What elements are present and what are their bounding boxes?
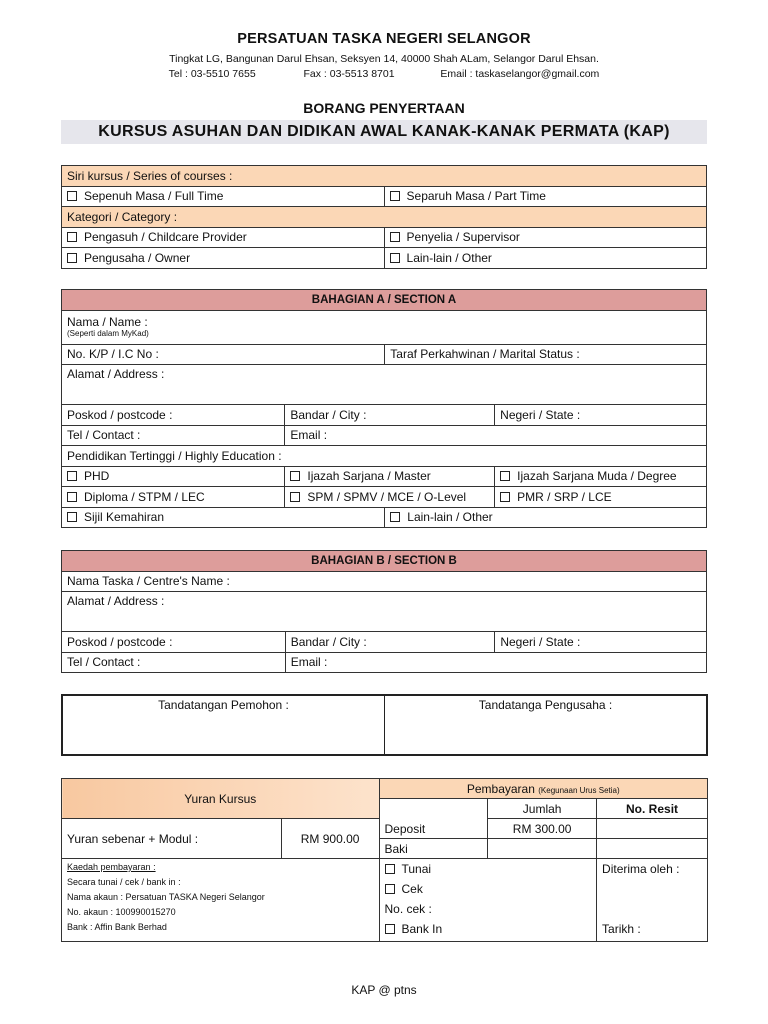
centre-email-field[interactable]	[285, 652, 706, 673]
owner-signature-field[interactable]	[384, 696, 706, 754]
option-degree[interactable]	[495, 466, 707, 487]
account-name: Nama akaun : Persatuan TASKA Negeri Selangor	[67, 892, 265, 902]
deposit-amount: RM 300.00	[488, 819, 597, 839]
section-b-title: BAHAGIAN B / SECTION B	[62, 551, 707, 572]
checkbox-skill-cert[interactable]	[67, 512, 77, 522]
ic-field[interactable]	[62, 344, 385, 365]
name-note: (Seperti dalam MyKad)	[67, 329, 149, 338]
name-field[interactable]	[62, 310, 707, 344]
option-cash[interactable]	[385, 859, 592, 879]
form-title: BORANG PENYERTAAN	[303, 100, 465, 116]
bank-in-label: Bank In	[401, 922, 443, 936]
address-field[interactable]	[62, 365, 707, 405]
other-category-label: Lain-lain / Other	[406, 250, 492, 265]
payment-header-label: Pembayaran	[466, 781, 535, 796]
checkbox-supervisor[interactable]	[390, 232, 400, 242]
cheque-number-label: No. cek :	[384, 902, 432, 916]
option-cheque[interactable]	[385, 879, 592, 899]
centre-tel-field[interactable]	[62, 652, 286, 673]
city-label: Bandar / City :	[290, 407, 367, 422]
email-label: Email :	[290, 428, 328, 443]
centre-state-field[interactable]	[495, 632, 707, 653]
option-full-time[interactable]	[62, 186, 385, 207]
option-owner[interactable]	[62, 248, 385, 269]
checkbox-spm[interactable]	[290, 492, 300, 502]
organization-name: PERSATUAN TASKA NEGERI SELANGOR	[237, 31, 531, 47]
option-skill-cert[interactable]	[62, 507, 385, 528]
email: Email : taskaselangor@gmail.com	[440, 68, 600, 80]
deposit-receipt-field[interactable]	[597, 819, 708, 839]
option-childcare[interactable]	[62, 227, 385, 248]
footer-text: KAP @ ptns	[351, 983, 417, 997]
checkbox-phd[interactable]	[67, 471, 77, 481]
option-part-time[interactable]	[384, 186, 706, 207]
checkbox-full-time[interactable]	[67, 191, 77, 201]
checkbox-diploma[interactable]	[67, 492, 77, 502]
name-label: Nama / Name :	[67, 315, 148, 329]
series-label: Siri kursus / Series of courses :	[62, 166, 707, 187]
centre-name-label: Nama Taska / Centre's Name :	[67, 574, 230, 589]
payment-method-info	[62, 859, 380, 942]
bank-name: Bank : Affin Bank Berhad	[67, 922, 167, 932]
deposit-label: Deposit	[379, 799, 488, 839]
balance-label: Baki	[379, 839, 488, 859]
payment-header	[379, 779, 708, 799]
centre-postcode-label: Poskod / postcode :	[67, 634, 173, 649]
phd-label: PHD	[84, 469, 110, 484]
checkbox-bank-in[interactable]	[385, 924, 395, 934]
course-title: KURSUS ASUHAN DAN DIDIKAN AWAL KANAK-KANAK PERMATA (KAP)	[61, 120, 707, 144]
applicant-signature-field[interactable]	[63, 696, 384, 754]
full-time-label: Sepenuh Masa / Full Time	[84, 189, 224, 204]
applicant-signature-label: Tandatangan Pemohon :	[158, 698, 289, 712]
signature-box	[61, 694, 708, 756]
payment-method-line: Secara tunai / cek / bank in :	[67, 877, 181, 887]
cheque-number-field[interactable]	[385, 899, 592, 919]
option-other-category[interactable]	[384, 248, 706, 269]
payment-table	[61, 778, 708, 942]
received-by-label: Diterima oleh :	[602, 862, 680, 876]
master-label: Ijazah Sarjana / Master	[307, 469, 431, 484]
part-time-label: Separuh Masa / Part Time	[406, 189, 546, 204]
skill-cert-label: Sijil Kemahiran	[84, 510, 165, 525]
balance-receipt-field[interactable]	[597, 839, 708, 859]
amount-header: Jumlah	[488, 799, 597, 819]
other-education-label: Lain-lain / Other	[407, 510, 493, 525]
centre-address-label: Alamat / Address :	[67, 594, 165, 608]
organization-address: Tingkat LG, Bangunan Darul Ehsan, Seksyen 14, 40000 Shah ALam, Selangor Darul Ehsan.	[169, 53, 599, 65]
option-pmr[interactable]	[495, 487, 707, 508]
tel-field[interactable]	[62, 425, 285, 446]
telephone: Tel : 03-5510 7655	[168, 68, 256, 80]
checkbox-childcare[interactable]	[67, 232, 77, 242]
received-by-field[interactable]	[602, 859, 702, 879]
state-label: Negeri / State :	[500, 407, 581, 422]
marital-status-field[interactable]	[385, 344, 707, 365]
option-supervisor[interactable]	[384, 227, 706, 248]
centre-city-label: Bandar / City :	[290, 634, 367, 649]
official-use-box	[597, 859, 708, 942]
option-bank-in[interactable]	[385, 919, 592, 939]
pmr-label: PMR / SRP / LCE	[517, 489, 612, 504]
checkbox-cash[interactable]	[385, 864, 395, 874]
diploma-label: Diploma / STPM / LEC	[84, 489, 205, 504]
account-number: No. akaun : 100990015270	[67, 907, 176, 917]
option-master[interactable]	[285, 466, 495, 487]
state-field[interactable]	[495, 405, 707, 426]
checkbox-cheque[interactable]	[385, 884, 395, 894]
owner-signature-label: Tandatanga Pengusaha :	[478, 698, 613, 712]
section-a-title: BAHAGIAN A / SECTION A	[62, 290, 707, 311]
city-field[interactable]	[285, 405, 495, 426]
marital-status-label: Taraf Perkahwinan / Marital Status :	[390, 347, 580, 362]
section-a-table	[61, 289, 707, 528]
centre-name-field[interactable]	[62, 571, 707, 592]
checkbox-owner[interactable]	[67, 253, 77, 263]
tel-label: Tel / Contact :	[67, 428, 141, 443]
section-b-table	[61, 550, 707, 673]
centre-email-label: Email :	[290, 655, 328, 670]
centre-tel-label: Tel / Contact :	[67, 655, 141, 670]
supervisor-label: Penyelia / Supervisor	[406, 230, 520, 245]
centre-city-field[interactable]	[285, 632, 495, 653]
owner-label: Pengusaha / Owner	[84, 250, 191, 265]
checkbox-pmr[interactable]	[500, 492, 510, 502]
option-other-education[interactable]	[385, 507, 707, 528]
postcode-label: Poskod / postcode :	[67, 407, 173, 422]
category-label: Kategori / Category :	[62, 207, 707, 228]
receipt-header: No. Resit	[597, 799, 708, 819]
cash-label: Tunai	[401, 862, 432, 876]
course-selection-table	[61, 165, 707, 269]
degree-label: Ijazah Sarjana Muda / Degree	[517, 469, 677, 484]
fax: Fax : 03-5513 8701	[303, 68, 395, 80]
ic-label: No. K/P / I.C No :	[67, 347, 159, 362]
postcode-field[interactable]	[62, 405, 285, 426]
checkbox-master[interactable]	[290, 471, 300, 481]
option-spm[interactable]	[285, 487, 495, 508]
centre-address-field[interactable]	[62, 592, 707, 632]
balance-amount-field[interactable]	[488, 839, 597, 859]
centre-postcode-field[interactable]	[62, 632, 286, 653]
date-label: Tarikh :	[602, 922, 641, 936]
childcare-label: Pengasuh / Childcare Provider	[84, 230, 247, 245]
payment-note: (Kegunaan Urus Setia)	[538, 785, 620, 795]
spm-label: SPM / SPMV / MCE / O-Level	[307, 489, 467, 504]
fee-label: Yuran sebenar + Modul :	[62, 819, 282, 859]
option-phd[interactable]	[62, 466, 285, 487]
centre-state-label: Negeri / State :	[500, 634, 581, 649]
checkbox-part-time[interactable]	[390, 191, 400, 201]
checkbox-degree[interactable]	[500, 471, 510, 481]
fee-value: RM 900.00	[281, 819, 379, 859]
education-label: Pendidikan Tertinggi / Highly Education :	[62, 446, 707, 467]
payment-type-options	[379, 859, 597, 942]
fee-header: Yuran Kursus	[62, 779, 380, 819]
checkbox-other-category[interactable]	[390, 253, 400, 263]
payment-method-title: Kaedah pembayaran :	[67, 862, 156, 872]
date-field[interactable]	[602, 919, 702, 939]
cheque-label: Cek	[401, 882, 423, 896]
address-label: Alamat / Address :	[67, 367, 165, 381]
contact-line	[0, 68, 768, 80]
email-field[interactable]	[285, 425, 707, 446]
option-diploma[interactable]	[62, 487, 285, 508]
checkbox-other-education[interactable]	[390, 512, 400, 522]
